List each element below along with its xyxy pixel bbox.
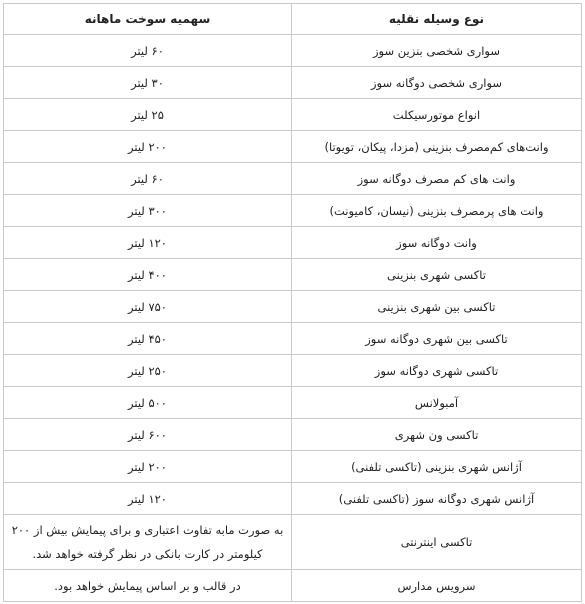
vehicle-type-cell: سرویس مدارس (292, 570, 582, 602)
quota-cell: ۱۲۰ لیتر (4, 227, 292, 259)
table-row (4, 570, 582, 602)
table-row (4, 291, 582, 323)
table-row (4, 451, 582, 483)
quota-cell: ۲۵۰ لیتر (4, 355, 292, 387)
quota-cell: به صورت مابه تفاوت اعتباری و برای پیمایش بیش از ۲۰۰ کیلومتر در کارت بانکی در نظر گرفته خواهد شد. (4, 515, 292, 570)
header-monthly-quota: سهمیه سوخت ماهانه (4, 4, 292, 35)
table-row (4, 419, 582, 451)
vehicle-type-cell: تاکسی شهری دوگانه سوز (292, 355, 582, 387)
quota-cell: ۲۵ لیتر (4, 99, 292, 131)
quota-cell: ۶۰ لیتر (4, 163, 292, 195)
quota-cell: ۵۰۰ لیتر (4, 387, 292, 419)
vehicle-type-cell: سواری شخصی دوگانه سوز (292, 67, 582, 99)
table-row (4, 515, 582, 570)
vehicle-type-cell: تاکسی بین شهری بنزینی (292, 291, 582, 323)
vehicle-type-cell: تاکسی شهری بنزینی (292, 259, 582, 291)
header-vehicle-type: نوع وسیله نقلیه (292, 4, 582, 35)
table-row (4, 195, 582, 227)
quota-cell: ۶۰۰ لیتر (4, 419, 292, 451)
table-row (4, 483, 582, 515)
vehicle-type-cell: وانت های کم مصرف دوگانه سوز (292, 163, 582, 195)
vehicle-type-cell: انواع موتورسیکلت (292, 99, 582, 131)
header-row (4, 4, 582, 35)
table-row (4, 355, 582, 387)
quota-cell: ۴۰۰ لیتر (4, 259, 292, 291)
vehicle-type-cell: سواری شخصی بنزین سوز (292, 35, 582, 67)
quota-cell: ۳۰ لیتر (4, 67, 292, 99)
table-row (4, 387, 582, 419)
table-row (4, 163, 582, 195)
vehicle-type-cell: آمبولانس (292, 387, 582, 419)
vehicle-type-cell: وانت دوگانه سوز (292, 227, 582, 259)
quota-cell: در قالب و بر اساس پیمایش خواهد بود. (4, 570, 292, 602)
vehicle-type-cell: تاکسی ون شهری (292, 419, 582, 451)
vehicle-type-cell: آژانس شهری بنزینی (تاکسی تلفنی) (292, 451, 582, 483)
quota-cell: ۷۵۰ لیتر (4, 291, 292, 323)
quota-cell: ۲۰۰ لیتر (4, 131, 292, 163)
table-row (4, 131, 582, 163)
table-row (4, 35, 582, 67)
quota-cell: ۲۰۰ لیتر (4, 451, 292, 483)
vehicle-type-cell: تاکسی بین شهری دوگانه سوز (292, 323, 582, 355)
vehicle-type-cell: وانت‌های کم‌مصرف بنزینی (مزدا، پیکان، تویوتا) (292, 131, 582, 163)
quota-cell: ۱۲۰ لیتر (4, 483, 292, 515)
quota-cell: ۴۵۰ لیتر (4, 323, 292, 355)
vehicle-type-cell: وانت های پرمصرف بنزینی (نیسان، کامیونت) (292, 195, 582, 227)
table-row (4, 99, 582, 131)
fuel-quota-table (3, 3, 582, 602)
table-row (4, 227, 582, 259)
table-row (4, 67, 582, 99)
vehicle-type-cell: تاکسی اینترنتی (292, 515, 582, 570)
table-row (4, 323, 582, 355)
vehicle-type-cell: آژانس شهری دوگانه سوز (تاکسی تلفنی) (292, 483, 582, 515)
quota-cell: ۶۰ لیتر (4, 35, 292, 67)
table-row (4, 259, 582, 291)
quota-cell: ۳۰۰ لیتر (4, 195, 292, 227)
